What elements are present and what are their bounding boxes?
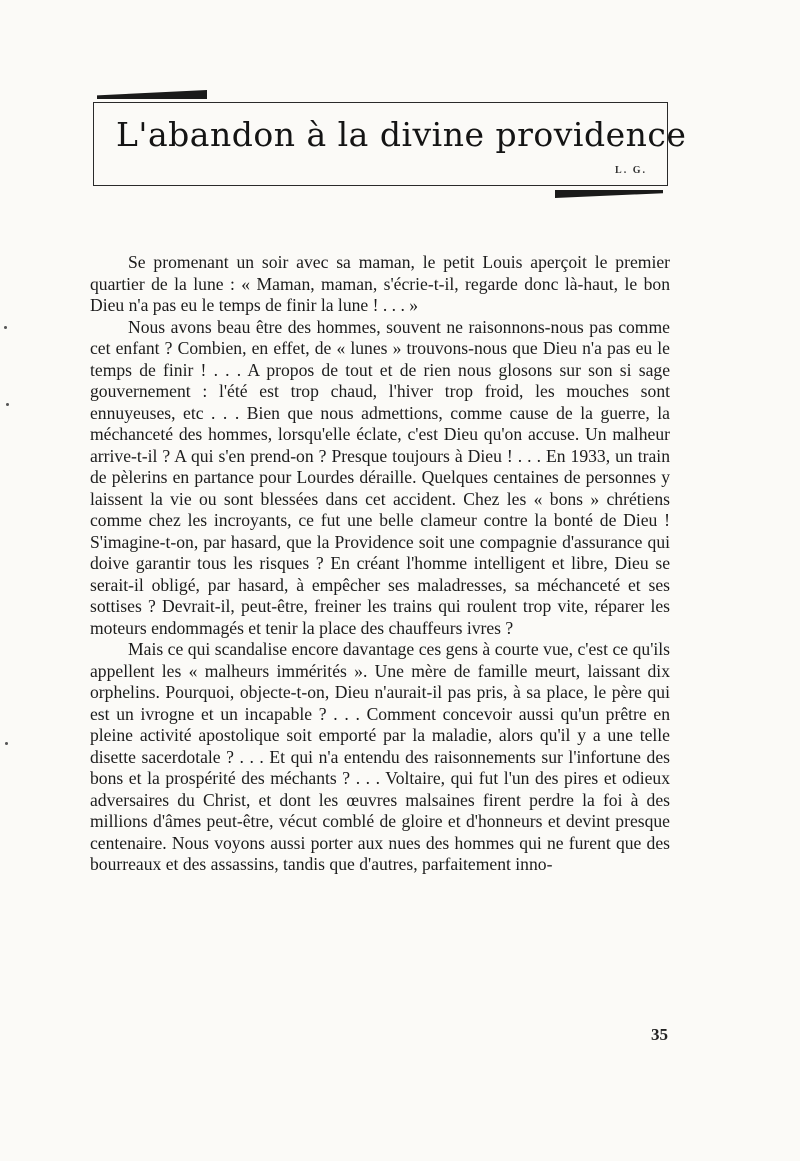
article-body (90, 252, 670, 876)
title-frame (93, 102, 687, 186)
scan-speck (6, 403, 9, 406)
title-top-rule (97, 90, 207, 99)
body-paragraph: Mais ce qui scandalise encore davantage ces gens à courte vue, c'est ce qu'ils appellent les « malheurs immérités ». Une mère de famille meurt, laissant dix orphelins. Pourquoi, objecte-t-on, Dieu n'aurait-il pas pris, à sa place, le père qui est un ivrogne et un incapable ? . . . Comment concevoir aussi qu'un prêtre en pleine activité apostolique soit emporté par la maladie, alors qu'il y a une telle disette sacerdotale ? . . . Et qui n'a entendu des raisonnements sur l'infortune des bons et la prospérité des méchants ? . . . Voltaire, qui fut l'un des pires et odieux adversaires du Christ, et dont les œuvres malsaines firent perdre la foi à des millions d'âmes peut-être, vécut comblé de gloire et d'honneurs et devint presque centenaire. Nous voyons aussi porter aux nues des hommes qui ne furent que des bourreaux et des assassins, tandis que d'autres, parfaitement inno- (90, 639, 670, 874)
article-title: L'abandon à la divine providence (116, 115, 687, 154)
body-paragraph: Se promenant un soir avec sa maman, le petit Louis aperçoit le premier quartier de la lune : « Maman, maman, s'écrie-t-il, regarde donc là-haut, le bon Dieu n'a pas eu le temps de finir la lune ! . . . » (90, 252, 670, 315)
body-paragraph: Nous avons beau être des hommes, souvent ne raisonnons-nous pas comme cet enfant ? Combien, en effet, de « lunes » trouvons-nous que Dieu n'a pas eu le temps de finir ! . . . A propos de tout et de rien nous glosons sur son si sage gouvernement : l'été est trop chaud, l'hiver trop froid, les mouches sont ennuyeuses, etc . . . Bien que nous admettions, comme cause de la guerre, la méchanceté des hommes, lorsqu'elle éclate, c'est Dieu qu'on accuse. Un malheur arrive-t-il ? A qui s'en prend-on ? Presque toujours à Dieu ! . . . En 1933, un train de pèlerins en partance pour Lourdes déraille. Quelques centaines de personnes y laissent la vie ou sont blessées dans cet accident. Chez les « bons » chrétiens comme chez les incroyants, ce fut une belle clameur contre la bonté de Dieu ! S'imagine-t-on, par hasard, que la Providence soit une compagnie d'assurance qui doive garantir tous les risques ? En créant l'homme intelligent et libre, Dieu se serait-il obligé, par hasard, à empêcher ses maladresses, sa méchanceté et ses sottises ? Devrait-il, peut-être, freiner les trains qui roulent trop vite, réparer les moteurs endommagés et tenir la place des chauffeurs ivres ? (90, 316, 670, 638)
title-bottom-rule (555, 190, 663, 198)
scan-speck (5, 742, 8, 745)
scan-speck (4, 326, 7, 329)
page-number: 35 (651, 1025, 668, 1044)
author-initials: L. G. (615, 165, 647, 176)
